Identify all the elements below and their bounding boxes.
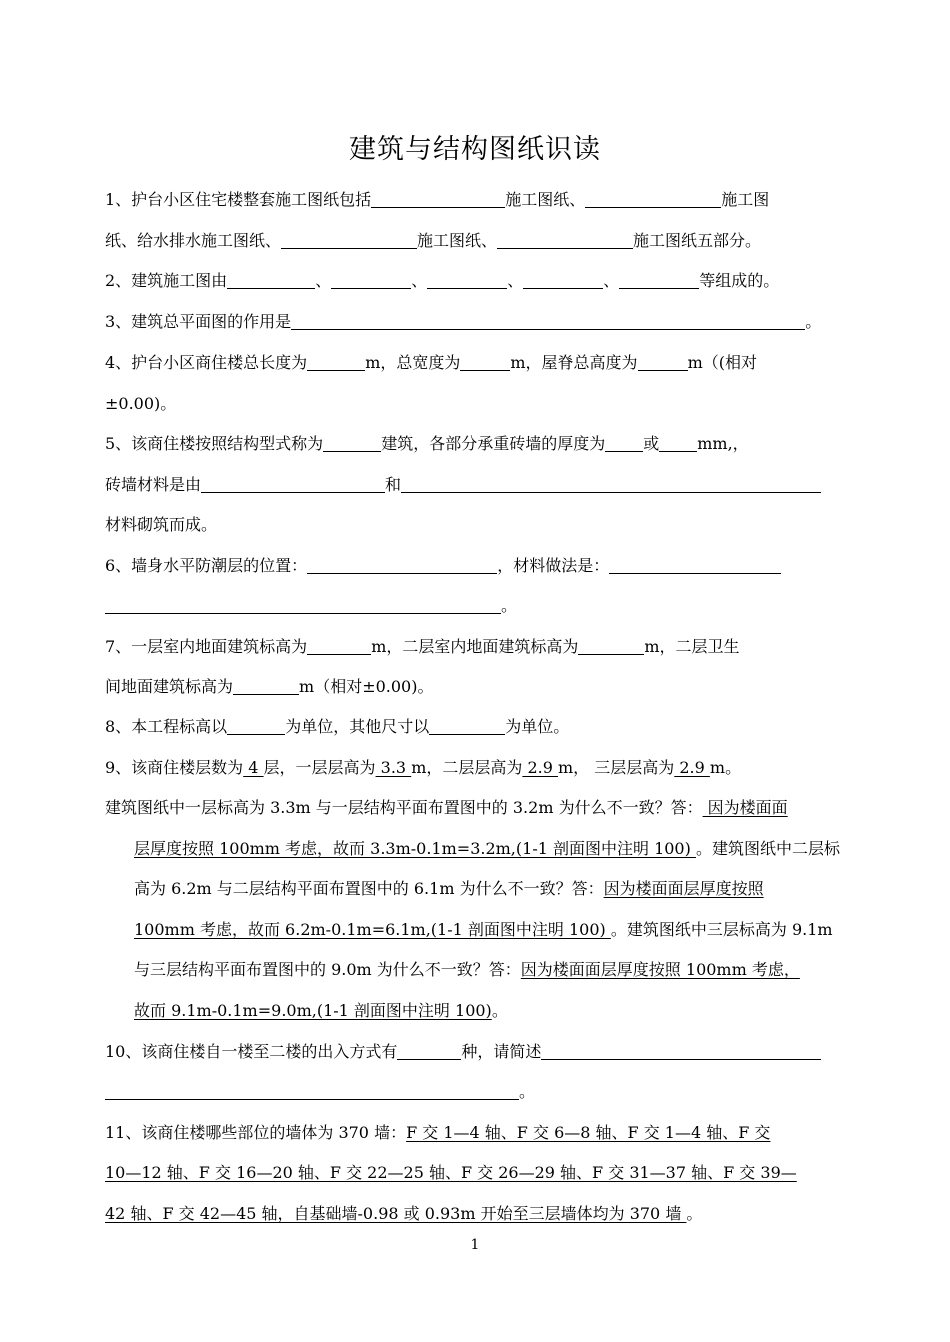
q1-line2 xyxy=(105,230,761,252)
q1-line1 xyxy=(105,189,769,211)
q3-line xyxy=(105,311,821,333)
q9x-line6 xyxy=(134,1000,508,1022)
q8-blank-1[interactable] xyxy=(227,716,285,735)
q5-blank-type[interactable] xyxy=(323,433,381,452)
page-title: 建筑与结构图纸识读 xyxy=(349,134,601,165)
q11-line1 xyxy=(105,1122,770,1144)
q7-text-d: 间地面建筑标高为 xyxy=(105,677,234,696)
q4-text-e: ±0.00)。 xyxy=(105,394,177,413)
q6-line2 xyxy=(105,595,517,617)
q5-text-c: 或 xyxy=(643,434,660,453)
q3-text-end: 。 xyxy=(805,312,822,331)
q5-text-e: 砖墙材料是由 xyxy=(105,475,202,494)
q9-text-a: 9、该商住楼层数为 xyxy=(105,758,244,777)
q2-blank-1[interactable] xyxy=(227,270,315,289)
q10-blank-describe-1[interactable] xyxy=(541,1041,821,1060)
q9x-answer-l3: 因为楼面面层厚度按照 xyxy=(603,879,764,898)
q7-text-a: 7、一层室内地面建筑标高为 xyxy=(105,637,308,656)
q2-blank-2[interactable] xyxy=(331,270,411,289)
q6-blank-position[interactable] xyxy=(307,555,497,574)
q2-sep-3: 、 xyxy=(507,271,524,290)
q9x-answer-l5: 因为楼面面层厚度按照 100mm 考虑， xyxy=(520,960,800,979)
q4-line1 xyxy=(105,352,757,374)
q9x-text-l2b: 。建筑图纸中二层标 xyxy=(695,839,840,858)
q9x-answer-l6: 故而 9.1m-0.1m=9.0m,(1-1 剖面图中注明 100) xyxy=(134,1001,492,1020)
q9-line xyxy=(105,757,741,779)
q6-text-end: 。 xyxy=(501,596,518,615)
q2-text-a: 2、建筑施工图由 xyxy=(105,271,228,290)
q11-answer-l2: 10—12 轴、F 交 16—20 轴、F 交 22—25 轴、F 交 26—29 轴、F 交 31—37 轴、F 交 39— xyxy=(105,1163,797,1182)
q5-text-b: 建筑，各部分承重砖墙的厚度为 xyxy=(381,434,606,453)
q11-line2 xyxy=(105,1162,797,1184)
q7-text-c: m，二层卫生 xyxy=(644,637,740,656)
q1-text-f: 施工图纸五部分。 xyxy=(633,231,762,250)
q9-text-c: m，二层层高为 xyxy=(411,758,523,777)
q1-text-c: 施工图 xyxy=(721,190,770,209)
q1-text-e: 施工图纸、 xyxy=(417,231,498,250)
q9-answer-h1: 3.3 xyxy=(375,758,412,777)
q9-answer-h2: 2.9 xyxy=(522,758,558,777)
q5-text-d: mm,， xyxy=(697,434,749,453)
q9x-line4 xyxy=(134,919,833,941)
q2-blank-4[interactable] xyxy=(523,270,603,289)
q2-blank-3[interactable] xyxy=(427,270,507,289)
q10-line2 xyxy=(105,1081,535,1103)
q10-blank-count[interactable] xyxy=(397,1041,461,1060)
q11-text-a: 11、该商住楼哪些部位的墙体为 370 墙： xyxy=(105,1123,407,1142)
q11-answer-l1: F 交 1—4 轴、F 交 6—8 轴、F 交 1—4 轴、F 交 xyxy=(406,1123,771,1142)
q1-text-a: 1、护台小区住宅楼整套施工图纸包括 xyxy=(105,190,372,209)
q10-text-b: 种，请简述 xyxy=(461,1042,542,1061)
q2-sep-2: 、 xyxy=(411,271,428,290)
q7-blank-3[interactable] xyxy=(233,676,299,695)
q9x-answer-l4: 100mm 考虑，故而 6.2m-0.1m=6.1m,(1-1 剖面图中注明 100) xyxy=(134,920,611,939)
q1-blank-2[interactable] xyxy=(585,189,721,208)
q4-blank-width[interactable] xyxy=(460,352,510,371)
q1-blank-1[interactable] xyxy=(371,189,505,208)
q4-blank-length[interactable] xyxy=(307,352,365,371)
q11-answer-l3: 42 轴、F 交 42—45 轴，自基础墙-0.98 或 0.93m 开始至三层墙体均为 370 墙 xyxy=(105,1204,687,1223)
q1-text-b: 施工图纸、 xyxy=(505,190,586,209)
q5-blank-thick-1[interactable] xyxy=(605,433,643,452)
q9-text-b: 层，一层层高为 xyxy=(263,758,376,777)
q9x-text-l3a: 高为 6.2m 与二层结构平面布置图中的 6.1m 为什么不一致？答： xyxy=(134,879,604,898)
page-number: 1 xyxy=(470,1237,480,1253)
q10-blank-describe-2[interactable] xyxy=(105,1081,519,1100)
q9x-text-l1a: 建筑图纸中一层标高为 3.3m 与一层结构平面布置图中的 3.2m 为什么不一致？答： xyxy=(105,798,703,817)
q5-text-a: 5、该商住楼按照结构型式称为 xyxy=(105,434,324,453)
q8-line xyxy=(105,716,569,738)
q9-answer-h3: 2.9 xyxy=(674,758,710,777)
q4-text-a: 4、护台小区商住楼总长度为 xyxy=(105,353,308,372)
q5-line3 xyxy=(105,514,217,536)
q5-text-f: 和 xyxy=(385,475,402,494)
q1-blank-4[interactable] xyxy=(497,230,633,249)
q10-text-end: 。 xyxy=(519,1082,536,1101)
q10-text-a: 10、该商住楼自一楼至二楼的出入方式有 xyxy=(105,1042,398,1061)
q3-blank[interactable] xyxy=(291,311,805,330)
q8-blank-2[interactable] xyxy=(429,716,505,735)
q9x-line2 xyxy=(134,838,840,860)
q2-text-end: 等组成的。 xyxy=(699,271,780,290)
q5-text-g: 材料砌筑而成。 xyxy=(105,515,218,534)
q5-line2 xyxy=(105,474,821,496)
q5-blank-material-1[interactable] xyxy=(201,474,385,493)
q3-text-a: 3、建筑总平面图的作用是 xyxy=(105,312,292,331)
q8-text-a: 8、本工程标高以 xyxy=(105,717,228,736)
q4-text-c: m，屋脊总高度为 xyxy=(510,353,638,372)
q5-blank-thick-2[interactable] xyxy=(659,433,697,452)
q9x-line5 xyxy=(134,959,800,981)
q7-blank-2[interactable] xyxy=(578,636,644,655)
q9x-line3 xyxy=(134,878,764,900)
q7-line2 xyxy=(105,676,433,698)
q2-blank-5[interactable] xyxy=(619,270,699,289)
q11-text-end: 。 xyxy=(686,1204,703,1223)
q1-text-d: 纸、给水排水施工图纸、 xyxy=(105,231,282,250)
q9-text-d: m， 三层层高为 xyxy=(558,758,675,777)
q9x-text-l4b: 。建筑图纸中三层标高为 9.1m xyxy=(610,920,833,939)
q7-text-b: m，二层室内地面建筑标高为 xyxy=(371,637,579,656)
q9x-line1 xyxy=(105,797,788,819)
q6-blank-method-1[interactable] xyxy=(609,555,781,574)
q9-text-e: m。 xyxy=(709,758,742,777)
q9x-answer-l2: 层厚度按照 100mm 考虑，故而 3.3m-0.1m=3.2m,(1-1 剖面图中注明 100) xyxy=(134,839,696,858)
q6-blank-method-2[interactable] xyxy=(105,595,501,614)
q5-blank-material-2[interactable] xyxy=(401,474,821,493)
q2-sep-1: 、 xyxy=(315,271,332,290)
q2-sep-4: 、 xyxy=(603,271,620,290)
q6-line1 xyxy=(105,555,781,577)
q6-text-a: 6、墙身水平防潮层的位置： xyxy=(105,556,308,575)
q4-line2 xyxy=(105,393,176,415)
q7-line1 xyxy=(105,636,740,658)
q9-answer-floors: 4 xyxy=(243,758,264,777)
q1-blank-3[interactable] xyxy=(281,230,417,249)
q7-blank-1[interactable] xyxy=(307,636,371,655)
q2-line xyxy=(105,270,779,292)
q8-text-c: 为单位。 xyxy=(505,717,570,736)
q9x-text-l5a: 与三层结构平面布置图中的 9.0m 为什么不一致？答： xyxy=(134,960,521,979)
q9x-text-l6b: 。 xyxy=(491,1001,508,1020)
q10-line1 xyxy=(105,1041,821,1063)
q4-text-d: m（(相对 xyxy=(687,353,757,372)
q9x-answer-l1: 因为楼面面 xyxy=(702,798,788,817)
q8-text-b: 为单位，其他尺寸以 xyxy=(285,717,430,736)
q5-line1 xyxy=(105,433,749,455)
q6-text-b: ，材料做法是： xyxy=(497,556,610,575)
q4-text-b: m，总宽度为 xyxy=(365,353,461,372)
q4-blank-height[interactable] xyxy=(638,352,688,371)
q7-text-e: m（相对±0.00)。 xyxy=(299,677,434,696)
q11-line3 xyxy=(105,1203,702,1225)
